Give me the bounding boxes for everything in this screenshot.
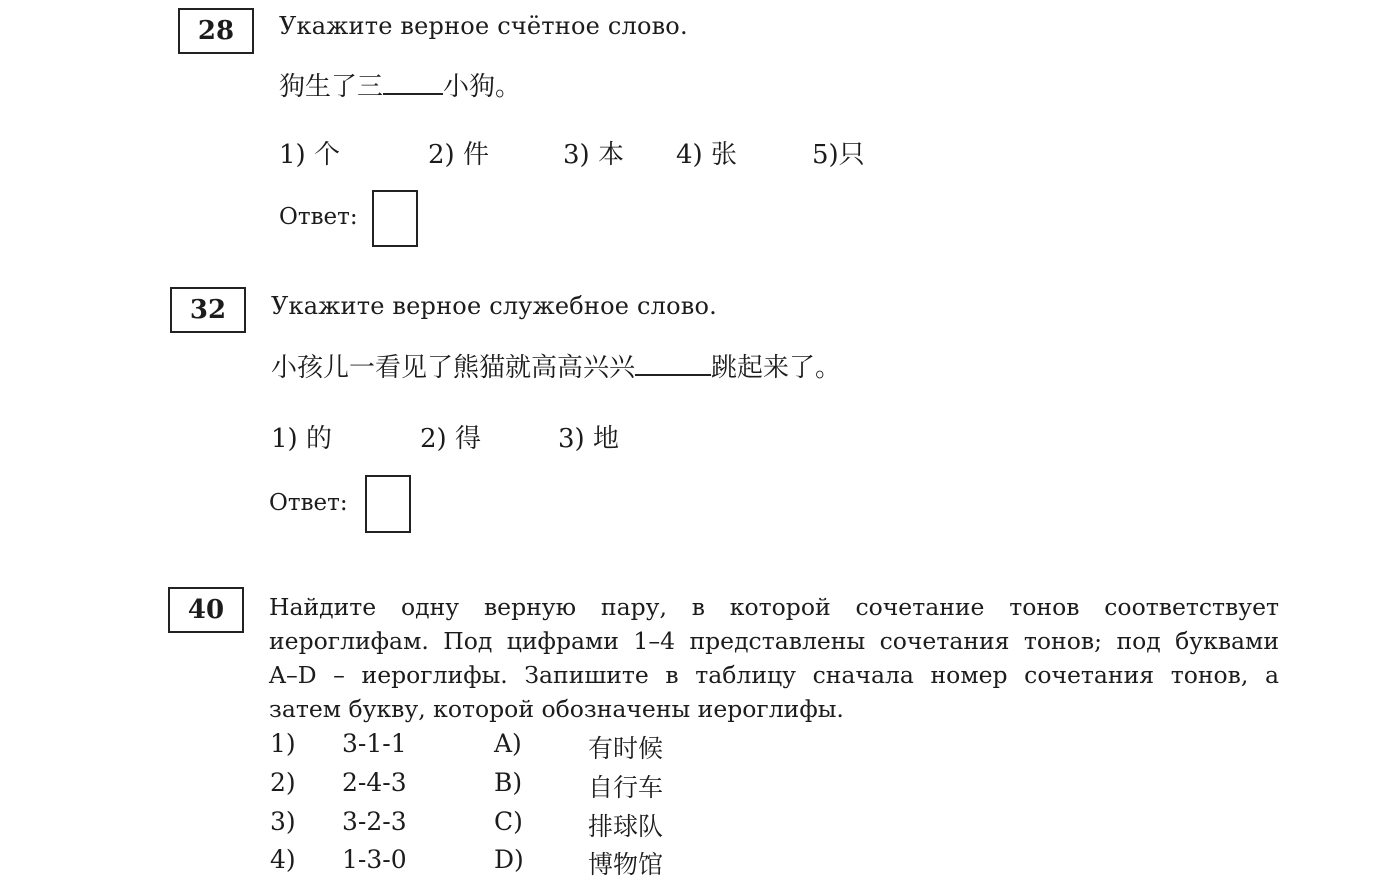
row-2-chars: 自行车 [588,773,664,802]
prompt-line-4: затем букву, которой обозначены иероглифы. [269,695,844,723]
row-4-chars: 博物馆 [588,850,664,879]
question-32-sentence [271,347,841,384]
row-4-tones: 1-3-0 [342,845,407,874]
row-2-tones: 2-4-3 [342,768,407,797]
row-3-letter: C) [494,807,523,836]
answer-box-32[interactable] [365,475,411,533]
row-2-num: 2) [270,768,296,797]
fill-blank [383,92,443,95]
option-28-5: 5)只 [812,140,865,170]
row-3-num: 3) [270,807,296,836]
row-1-tones: 3-1-1 [342,729,407,758]
row-1-letter: A) [494,729,522,758]
prompt-line-3: A–D – иероглифы. Запишите в таблицу сначала номер сочетания тонов, а [269,661,1279,689]
question-number-40: 40 [168,587,244,633]
question-40-prompt [269,590,1279,726]
prompt-line-1: Найдите одну верную пару, в которой сочетание тонов соответствует [269,593,1279,621]
question-number-28: 28 [178,8,254,54]
option-32-3: 3) 地 [558,424,619,454]
row-3-tones: 3-2-3 [342,807,407,836]
answer-label-28: Ответ: [279,204,358,230]
row-4-num: 4) [270,845,296,874]
option-32-1: 1) 的 [271,424,332,454]
answer-box-28[interactable] [372,190,418,247]
option-28-2: 2) 件 [428,140,489,170]
option-32-2: 2) 得 [420,424,481,454]
row-1-num: 1) [270,729,296,758]
row-4-letter: D) [494,845,524,874]
sentence-part-before: 小孩儿一看见了熊猫就高高兴兴 [271,353,636,383]
question-32-prompt: Укажите верное служебное слово. [271,292,717,320]
prompt-line-2: иероглифам. Под цифрами 1–4 представлены сочетания тонов; под буквами [269,627,1279,655]
option-28-4: 4) 张 [676,140,737,170]
question-number-32: 32 [170,287,246,333]
question-28-prompt: Укажите верное счётное слово. [279,12,688,40]
sentence-part-before: 狗生了三 [279,72,384,102]
sentence-part-after: 小狗。 [443,72,522,102]
option-28-3: 3) 本 [563,140,624,170]
answer-label-32: Ответ: [269,490,348,516]
row-3-chars: 排球队 [588,812,664,841]
sentence-part-after: 跳起来了。 [711,353,842,383]
question-28-sentence [279,66,521,103]
fill-blank [635,373,711,376]
row-1-chars: 有时候 [588,734,664,763]
row-2-letter: B) [494,768,523,797]
option-28-1: 1) 个 [279,140,340,170]
